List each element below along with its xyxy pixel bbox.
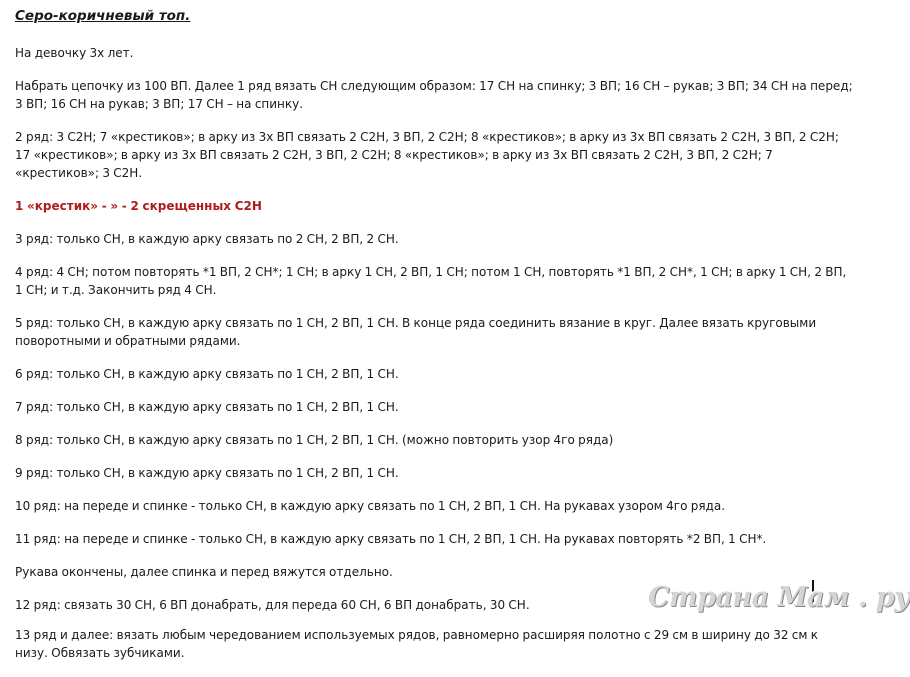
paragraph-row-4: 4 ряд: 4 СН; потом повторять *1 ВП, 2 СН*; 1 СН; в арку 1 СН, 2 ВП, 1 СН; потом 1 СН, повторять *1 ВП, 2 СН*, 1 СН; в арку 1 СН, 2 ВП, 1 СН; и т.д. Закончить ряд 4 СН. [15,265,847,297]
paragraph-row-5: 5 ряд: только СН, в каждую арку связать по 1 СН, 2 ВП, 1 СН. В конце ряда соединить вязание в круг. Далее вязать круговыми поворотными и обратными рядами. [15,316,817,348]
paragraph-row-8: 8 ряд: только СН, в каждую арку связать по 1 СН, 2 ВП, 1 СН. (можно повторить узор 4го ряда) [15,433,614,447]
site-watermark-logo: Страна Мам . ру [648,582,910,613]
paragraph-row-13: 13 ряд и далее: вязать любым чередованием используемых рядов, равномерно расширяя полотно с 29 см в ширину до 32 см к низу. Обвязать зубчиками. [15,628,818,660]
paragraph-row-11: 11 ряд: на переде и спинке - только СН, в каждую арку связать по 1 СН, 2 ВП, 1 СН. На рукавах повторять *2 ВП, 1 СН*. [15,532,767,546]
paragraph-legend-krestik: 1 «крестик» - » - 2 скрещенных С2Н [15,199,262,213]
paragraph-sleeves-done: Рукава окончены, далее спинка и перед вяжутся отдельно. [15,565,393,579]
paragraph-intro: На девочку 3х лет. [15,46,134,60]
paragraph-row-9: 9 ряд: только СН, в каждую арку связать по 1 СН, 2 ВП, 1 СН. [15,466,399,480]
paragraph-row-10: 10 ряд: на переде и спинке - только СН, в каждую арку связать по 1 СН, 2 ВП, 1 СН. На рукавах узором 4го ряда. [15,499,726,513]
paragraph-row-3: 3 ряд: только СН, в каждую арку связать по 2 СН, 2 ВП, 2 СН. [15,232,399,246]
paragraph-row-12: 12 ряд: связать 30 СН, 6 ВП донабрать, для переда 60 СН, 6 ВП донабрать, 30 СН. [15,598,530,612]
document-title: Серо-коричневый топ. [15,8,191,24]
paragraph-row-7: 7 ряд: только СН, в каждую арку связать по 1 СН, 2 ВП, 1 СН. [15,400,399,414]
paragraph-row-6: 6 ряд: только СН, в каждую арку связать по 1 СН, 2 ВП, 1 СН. [15,367,399,381]
paragraph-row-2: 2 ряд: 3 С2Н; 7 «крестиков»; в арку из 3х ВП связать 2 С2Н, 3 ВП, 2 С2Н; 8 «крестиков»; в арку из 3х ВП связать 2 С2Н, 3 ВП, 2 С2Н; 17 «крестиков»; в арку из 3х ВП связать 2 С2Н, 3 ВП, 2 С2Н; 8 «крестиков»; в арку из 3х ВП связать 2 С2Н, 3 ВП, 2 С2Н; 7 «крестиков»; 3 С2Н. [15,130,839,180]
paragraph-row-1: Набрать цепочку из 100 ВП. Далее 1 ряд вязать СН следующим образом: 17 СН на спинку; 3 ВП; 16 СН – рукав; 3 ВП; 34 СН на перед; 3 ВП; 16 СН на рукав; 3 ВП; 17 СН – на спинку. [15,79,853,111]
document-body [15,8,853,677]
